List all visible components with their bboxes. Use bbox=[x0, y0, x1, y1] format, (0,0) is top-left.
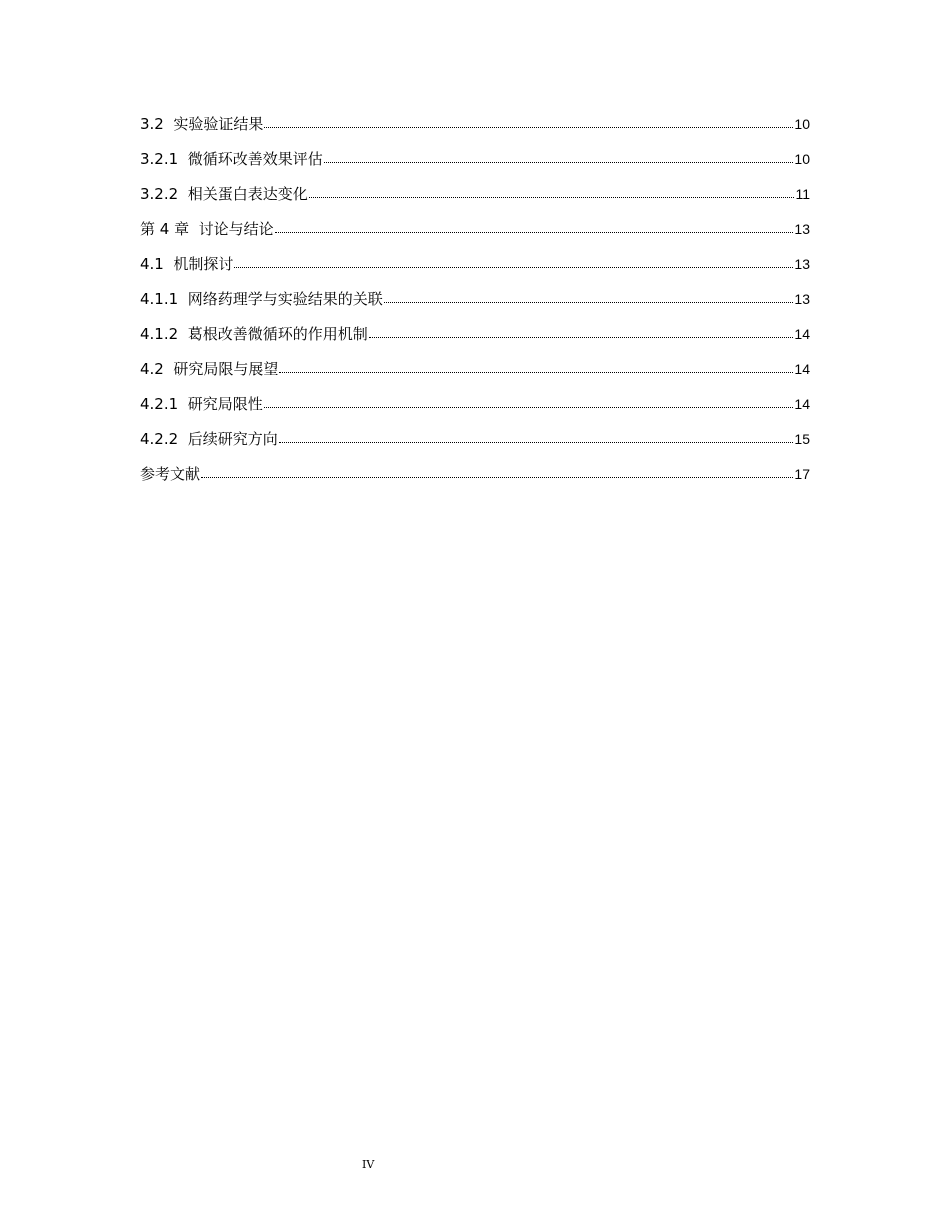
toc-entry-title: 3.2.1 微循环改善效果评估 bbox=[140, 150, 323, 168]
table-of-contents bbox=[140, 111, 810, 496]
toc-entry[interactable] bbox=[140, 216, 810, 251]
toc-dot-leader bbox=[279, 442, 794, 443]
toc-entry-title: 4.1 机制探讨 bbox=[140, 255, 234, 273]
toc-entry-page: 13 bbox=[794, 291, 810, 307]
toc-entry[interactable] bbox=[140, 111, 810, 146]
toc-entry-title: 4.2 研究局限与展望 bbox=[140, 360, 279, 378]
toc-dot-leader bbox=[234, 267, 793, 268]
toc-entry-page: 10 bbox=[794, 151, 810, 167]
toc-entry[interactable] bbox=[140, 391, 810, 426]
toc-entry-title: 4.1.2 葛根改善微循环的作用机制 bbox=[140, 325, 368, 343]
toc-dot-leader bbox=[384, 302, 794, 303]
toc-entry-title: 3.2.2 相关蛋白表达变化 bbox=[140, 185, 308, 203]
toc-entry[interactable] bbox=[140, 181, 810, 216]
toc-entry-title: 第 4 章 讨论与结论 bbox=[140, 220, 274, 238]
toc-entry-title: 3.2 实验验证结果 bbox=[140, 115, 264, 133]
page-number: IV bbox=[362, 1158, 375, 1171]
toc-entry-page: 10 bbox=[794, 116, 810, 132]
toc-entry[interactable] bbox=[140, 286, 810, 321]
toc-dot-leader bbox=[264, 407, 794, 408]
toc-dot-leader bbox=[201, 477, 793, 478]
toc-entry-title: 4.2.2 后续研究方向 bbox=[140, 430, 278, 448]
toc-dot-leader bbox=[275, 232, 794, 233]
toc-dot-leader bbox=[279, 372, 793, 373]
toc-dot-leader bbox=[264, 127, 793, 128]
toc-dot-leader bbox=[309, 197, 795, 198]
toc-entry[interactable] bbox=[140, 461, 810, 496]
toc-dot-leader bbox=[324, 162, 794, 163]
toc-entry[interactable] bbox=[140, 251, 810, 286]
toc-entry[interactable] bbox=[140, 146, 810, 181]
toc-entry[interactable] bbox=[140, 321, 810, 356]
toc-entry-title: 4.2.1 研究局限性 bbox=[140, 395, 263, 413]
toc-entry-page: 14 bbox=[794, 326, 810, 342]
toc-dot-leader bbox=[369, 337, 794, 338]
toc-entry-title: 参考文献 bbox=[140, 465, 201, 483]
toc-entry-page: 11 bbox=[795, 186, 810, 202]
toc-entry-title: 4.1.1 网络药理学与实验结果的关联 bbox=[140, 290, 383, 308]
toc-entry[interactable] bbox=[140, 356, 810, 391]
toc-entry-page: 13 bbox=[794, 256, 810, 272]
toc-entry[interactable] bbox=[140, 426, 810, 461]
toc-entry-page: 14 bbox=[794, 396, 810, 412]
toc-entry-page: 15 bbox=[794, 431, 810, 447]
toc-entry-page: 14 bbox=[794, 361, 810, 377]
toc-entry-page: 13 bbox=[794, 221, 810, 237]
toc-entry-page: 17 bbox=[794, 466, 810, 482]
